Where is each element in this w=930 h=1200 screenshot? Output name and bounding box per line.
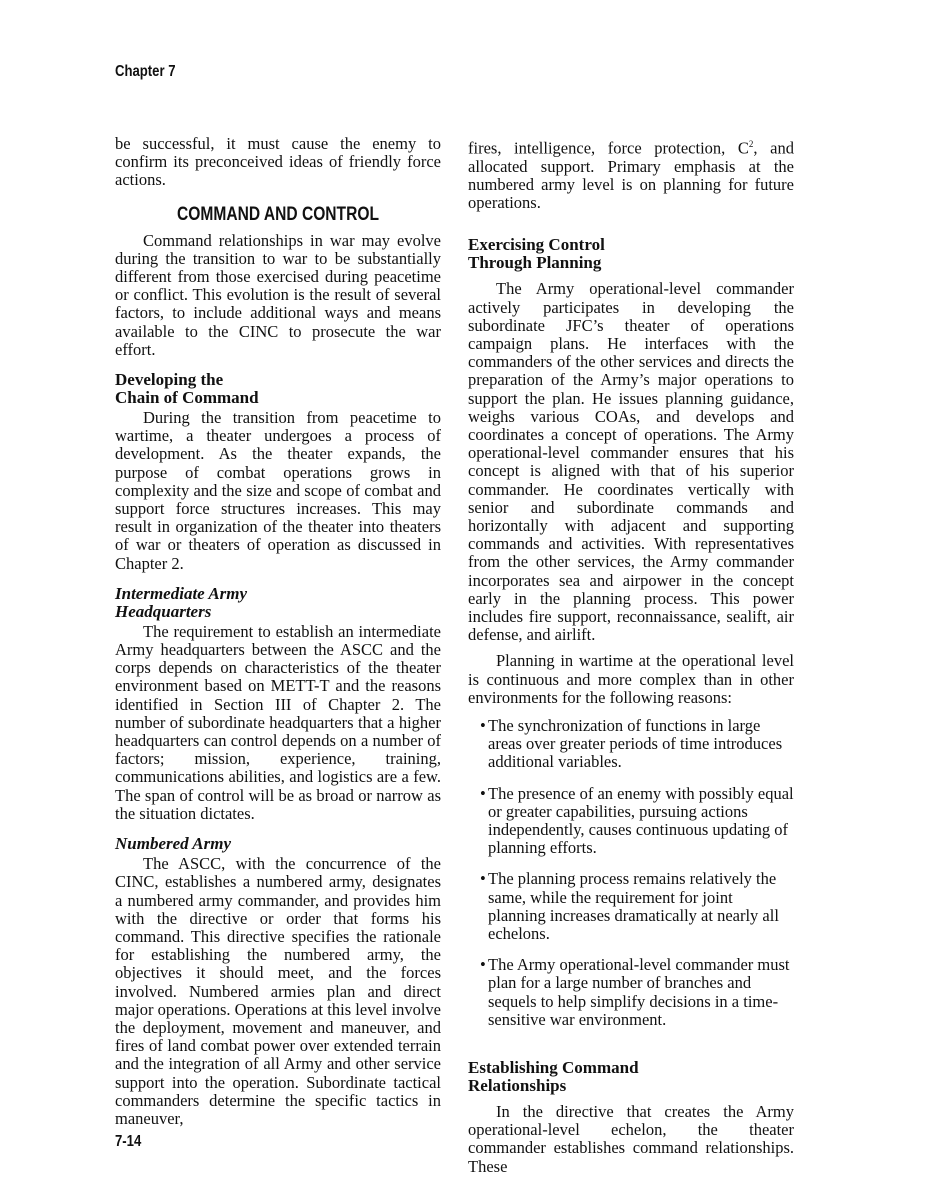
heading-line: Relationships <box>468 1076 567 1096</box>
heading-line: Headquarters <box>115 601 212 621</box>
list-item-text: The planning process remains relatively the same, while the requirement for joint planning increases dramatically at nearly all echelons. <box>488 869 779 944</box>
opening-paragraph-left: be successful, it must cause the enemy to confirm its preconceived ideas of friendly force actions. <box>115 134 441 190</box>
section-title-command-and-control: COMMAND AND CONTROL <box>177 203 379 225</box>
heading-exercising-control <box>468 236 794 272</box>
heading-intermediate-army-headquarters <box>115 585 441 621</box>
right-column <box>468 135 794 1176</box>
developing-paragraph: During the transition from peacetime to wartime, a theater undergoes a process of development. As the theater expands, the purpose of combat operations grows in complexity and the size and scope of combat and support force structures increases. This may result in organization of the theater into theaters of war or theaters of operation as discussed in Chapter 2. <box>115 408 441 573</box>
heading-line: Exercising Control <box>468 235 605 255</box>
left-column <box>115 135 441 1128</box>
list-item <box>468 956 794 1029</box>
opening-text: fires, intelligence, force protection, C <box>468 138 749 158</box>
intermediate-paragraph: The requirement to establish an intermediate Army headquarters between the ASCC and the corps depends on characteristics of the theater environment based on METT-T and the reasons identified in Section III of Chapter 2. The number of subordinate headquarters that a higher headquarters can control depends on a number of factors; mission, experience, training, communications abilities, and logistics are a few. The span of control will be as broad or narrow as the situation dictates. <box>115 621 441 823</box>
planning-paragraph: Planning in wartime at the operational level is continuous and more complex than in other environments for the following reasons: <box>468 651 794 707</box>
page-number: 7-14 <box>115 1133 142 1150</box>
list-item <box>468 870 794 943</box>
establishing-paragraph: In the directive that creates the Army operational-level echelon, the theater commander establishes command relationships. These <box>468 1102 794 1176</box>
numbered-army-paragraph: The ASCC, with the concurrence of the CINC, establishes a numbered army, designates a numbered army commander, and provides him with the directive or order that forms his command. This directive specifies the rationale for establishing the numbered army, the objectives it should meet, and the forces involved. Numbered armies plan and direct major operations. Operations at this level involve the deployment, movement and maneuver, and fires of land combat power over extended terrain and the integration of all Army and other service support into the operation. Subordinate tactical commanders determine the specific tactics in maneuver, <box>115 854 441 1128</box>
chapter-header: Chapter 7 <box>115 63 176 80</box>
heading-developing-chain-of-command <box>115 371 441 407</box>
list-item <box>468 717 794 772</box>
opening-paragraph-right <box>468 135 794 212</box>
heading-establishing-command-relationships <box>468 1059 794 1095</box>
planning-reasons-list <box>468 717 794 1029</box>
heading-line: Chain of Command <box>115 388 259 408</box>
bullet-marker: • <box>480 869 486 889</box>
heading-line: Through Planning <box>468 253 602 273</box>
heading-line: Developing the <box>115 370 224 390</box>
command-and-control-paragraph: Command relationships in war may evolve during the transition to war to be substantially different from those exercised during peacetime or conflict. This evolution is the result of several factors, to include additional ways and means available to the CINC to prosecute the war effort. <box>115 230 441 359</box>
heading-line: Intermediate Army <box>115 583 248 603</box>
heading-line: Establishing Command <box>468 1058 639 1078</box>
opening-text-rest: , and allocated support. Primary emphasis at the numbered army level is on planning for future operations. <box>468 138 794 213</box>
superscript: 2 <box>748 139 754 149</box>
heading-numbered-army: Numbered Army <box>115 834 232 854</box>
bullet-marker: • <box>480 715 486 735</box>
list-item-text: The presence of an enemy with possibly equal or greater capabilities, pursuing actions independently, causes continuous updating of planning efforts. <box>488 783 794 858</box>
list-item-text: The Army operational-level commander must plan for a large number of branches and sequels to help simplify decisions in a time-sensitive war environment. <box>488 955 790 1029</box>
bullet-marker: • <box>480 783 486 803</box>
bullet-marker: • <box>480 955 486 975</box>
list-item <box>468 785 794 858</box>
exercising-paragraph: The Army operational-level commander actively participates in developing the subordinate JFC’s theater of operations campaign plans. He interfaces with the commanders of the other services and directs the preparation of the Army’s major operations to support the plan. He issues planning guidance, weighs various COAs, and develops and coordinates a concept of operations. The Army operational-level commander ensures that his concept is aligned with that of his superior commander. He coordinates vertically with senior and subordinate commands and horizontally with adjacent and supporting commands and activities. With representatives from the other services, the Army commander incorporates sea and airpower in the concept early in the planning process. This power includes fire support, reconnaissance, sealift, air defense, and airlift. <box>468 279 794 645</box>
list-item-text: The synchronization of functions in large areas over greater periods of time introduces additional variables. <box>488 715 783 772</box>
